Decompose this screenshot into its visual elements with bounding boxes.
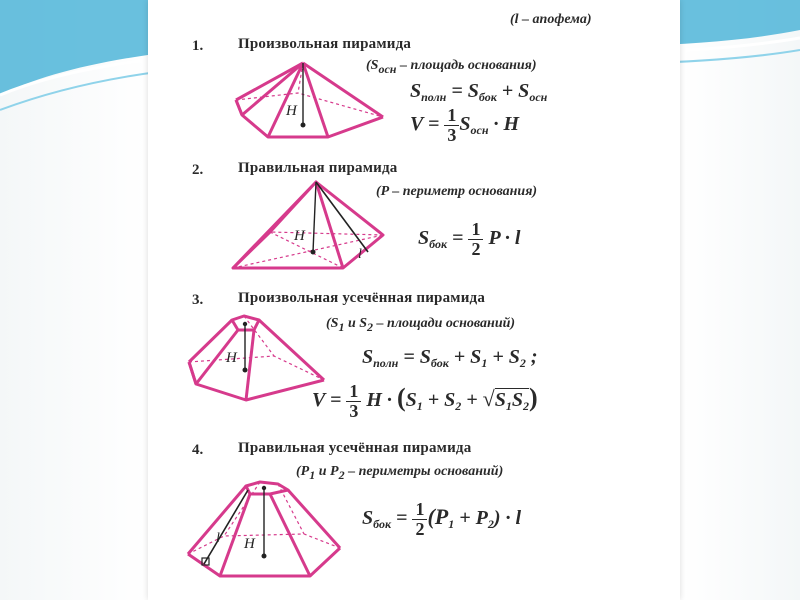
height-label: H — [294, 228, 305, 244]
arbitrary-pyramid-figure — [228, 55, 388, 145]
item-4-number: 4. — [192, 442, 204, 458]
item-3-formula-total-area: $S_{полн} = S_{бок} + S_1 + S_2$ ; — [362, 346, 538, 370]
item-3-number: 3. — [192, 292, 204, 308]
item-3-title: Произвольная усечённая пирамида — [238, 290, 486, 306]
item-2-formula-lateral-area: $S_{бок}$ = $\frac{1}{2}$ P · l — [418, 219, 521, 259]
apothem-label: l — [216, 531, 220, 546]
item-3-note: (S1 и S2 – площади оснований) — [326, 316, 516, 334]
regular-frustum-figure — [184, 476, 344, 586]
fraction-one-third: $\frac{1}{3}$ — [444, 106, 459, 145]
regular-pyramid-figure — [228, 180, 388, 275]
radicand: $S_1S_2$ — [494, 389, 529, 414]
fraction-one-half: $\frac{1}{2}$ — [468, 220, 483, 259]
apothem-label: l — [358, 247, 362, 262]
item-2-title: Правильная пирамида — [238, 160, 398, 176]
fraction-one-third: $\frac{1}{3}$ — [346, 382, 361, 421]
height-label: H — [226, 350, 237, 366]
item-2-note: (P – периметр основания) — [376, 184, 538, 199]
item-1-formula-volume: V = $\frac{1}{3}$ $S_{осн} \cdot H$ — [410, 105, 520, 145]
item-3-formula-volume: V = $\frac{1}{3}$ $H \cdot (S_1 + S_2 + √S_1S_2)$ — [312, 381, 538, 421]
item-1-number: 1. — [192, 38, 204, 54]
fraction-one-half: $\frac{1}{2}$ — [412, 500, 427, 539]
height-label: H — [286, 103, 297, 119]
item-1-formula-total-area: $S_{полн} = S_{бок} + S_{осн}$ — [410, 80, 548, 104]
square-root-sign: √ — [482, 386, 495, 412]
item-2-number: 2. — [192, 162, 204, 178]
apothem-note: (l – апофема) — [510, 12, 592, 27]
item-1-title: Произвольная пирамида — [238, 36, 412, 52]
item-4-title: Правильная усечённая пирамида — [238, 440, 472, 456]
item-4-note: (P1 и P2 – периметры оснований) — [296, 464, 504, 482]
formula-sheet — [148, 0, 680, 600]
height-label: H — [244, 536, 255, 552]
item-1-note: (Sосн – площадь основания) — [366, 58, 537, 76]
arbitrary-frustum-figure — [184, 312, 334, 404]
item-4-formula-lateral-area: $S_{бок}$ = $\frac{1}{2}$ $(P_1 + P_2) \cdot l$ — [362, 499, 522, 539]
